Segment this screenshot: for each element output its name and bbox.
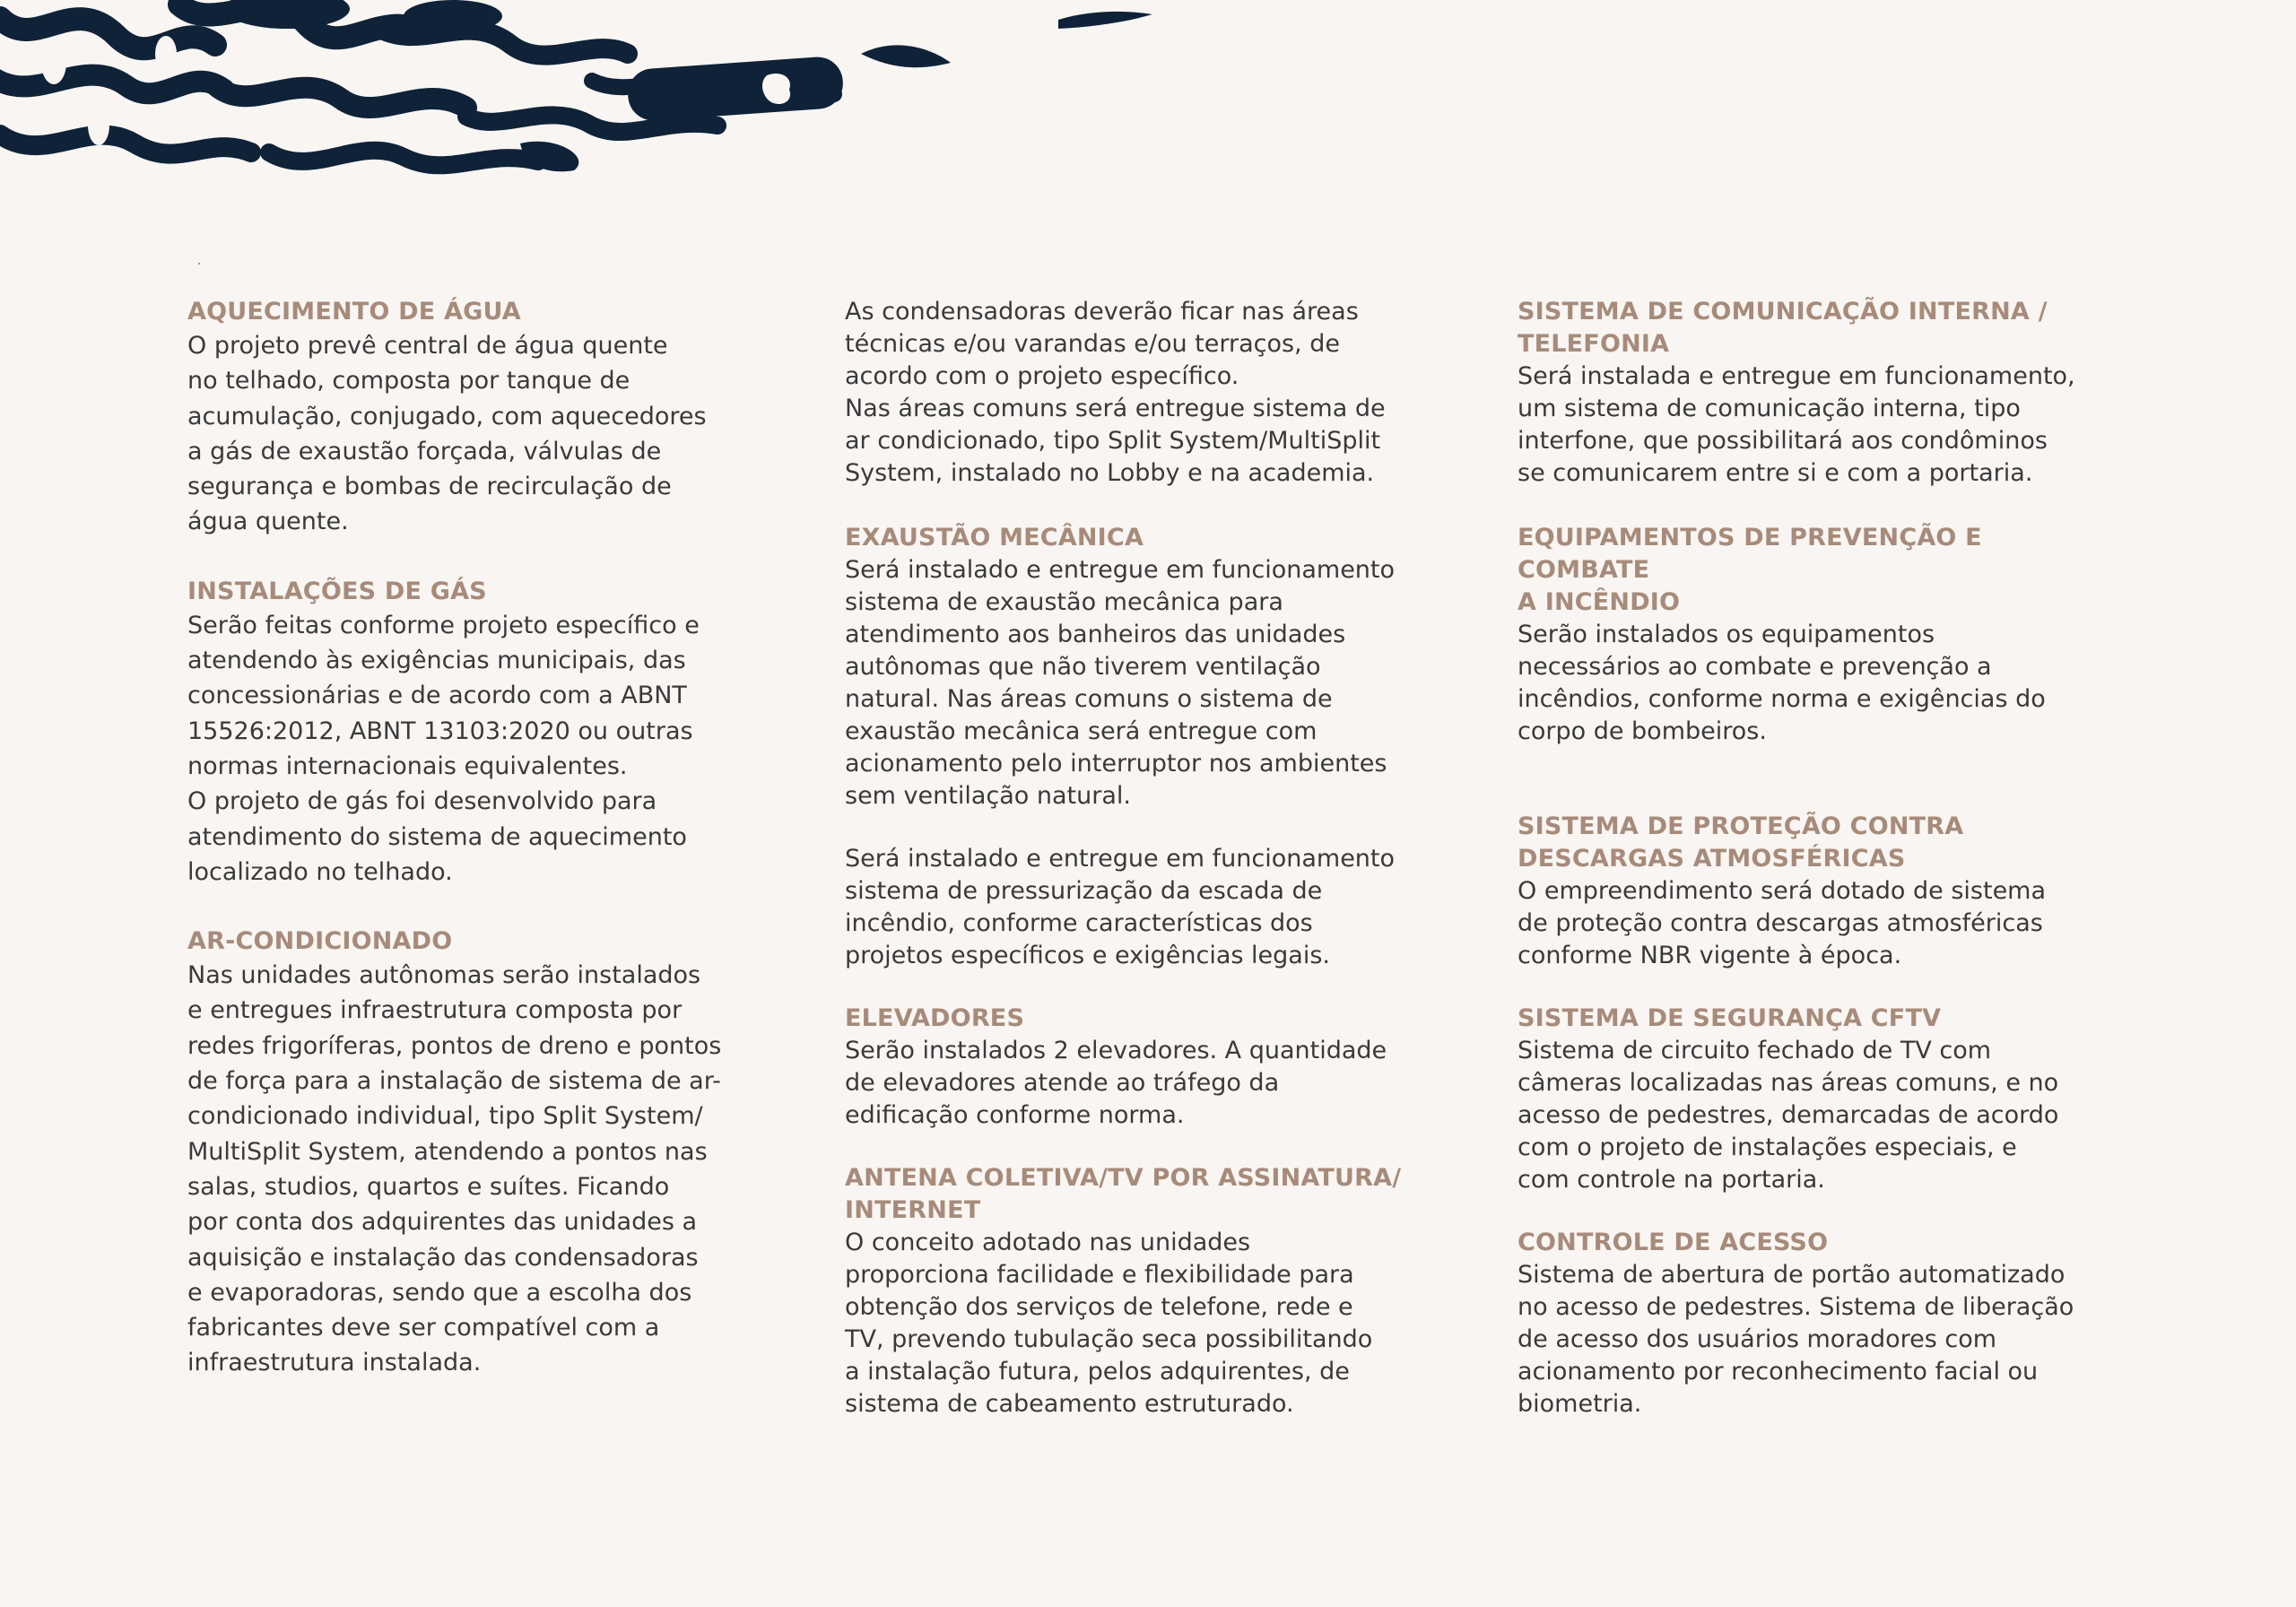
section-title: INSTALAÇÕES DE GÁS: [187, 577, 487, 605]
section-elevadores: [845, 1003, 1455, 1132]
column-middle: [845, 296, 1455, 1420]
section-title: SISTEMA DE COMUNICAÇÃO INTERNA / TELEFONIA: [1518, 298, 2048, 358]
section-descargas-atmosfericas: [1518, 811, 2118, 972]
section-ar-condicionado-continued: [845, 296, 1455, 490]
section-body: As condensadoras deverão ficar nas áreas técnicas e/ou varandas e/ou terraços, de acordo com o projeto específico. Nas áreas comuns será entregue sistema de ar condicionado, tipo Split System/MultiSplit System, instalado no Lobby e na academia.: [845, 298, 1386, 487]
column-right: [1518, 296, 2118, 1420]
section-body: Serão feitas conforme projeto específico e atendendo às exigências municipais, das concessionárias e de acordo com a ABNT 15526:2012, ABNT 13103:2020 ou outras normas internacionais equivalentes. O projeto de gás foi desenvolvido para atendimento do sistema de aquecimento localizado no telhado.: [187, 611, 700, 886]
column-left: [187, 296, 779, 1417]
section-title: EXAUSTÃO MECÂNICA: [845, 524, 1144, 552]
section-prevencao-incendio: [1518, 522, 2118, 748]
copacabana-wave-pattern: [0, 0, 1166, 188]
section-title: ANTENA COLETIVA/TV POR ASSINATURA/ INTERNET: [845, 1164, 1402, 1224]
section-body: Será instalado e entregue em funcionamento sistema de exaustão mecânica para atendimento aos banheiros das unidades autônomas que não tiverem ventilação natural. Nas áreas comuns o sistema de exaustão mecânica será entregue com acionamento pelo interruptor nos ambientes sem ventilação natural.: [845, 556, 1396, 810]
section-body: Será instalado e entregue em funcionamento sistema de pressurização da escada de incêndio, conforme características dos projetos específicos e exigências legais.: [845, 845, 1396, 969]
section-title: EQUIPAMENTOS DE PREVENÇÃO E COMBATE A INCÊNDIO: [1518, 524, 1982, 616]
section-body: Serão instalados os equipamentos necessários ao combate e prevenção a incêndios, conforme norma e exigências do corpo de bombeiros.: [1518, 621, 2046, 745]
section-antena-coletiva: [845, 1162, 1455, 1420]
section-title: SISTEMA DE PROTEÇÃO CONTRA DESCARGAS ATMOSFÉRICAS: [1518, 812, 1964, 873]
section-controle-de-acesso: [1518, 1227, 2118, 1420]
section-body: O empreendimento será dotado de sistema de proteção contra descargas atmosféricas conforme NBR vigente à época.: [1518, 877, 2047, 969]
section-body: Serão instalados 2 elevadores. A quantidade de elevadores atende ao tráfego da edificação conforme norma.: [845, 1037, 1387, 1129]
section-aquecimento-de-agua: [187, 296, 779, 540]
section-title: AQUECIMENTO DE ÁGUA: [187, 298, 521, 326]
section-comunicacao-interna: [1518, 296, 2118, 490]
section-exaustao-mecanica: [845, 522, 1455, 812]
section-body: Sistema de abertura de portão automatizado no acesso de pedestres. Sistema de liberação de acesso dos usuários moradores com acionamento por reconhecimento facial ou biometria.: [1518, 1261, 2074, 1418]
section-title: ELEVADORES: [845, 1004, 1025, 1032]
section-title: AR-CONDICIONADO: [187, 927, 453, 956]
decorative-dot: [198, 263, 200, 265]
section-body: O projeto prevê central de água quente no telhado, composta por tanque de acumulação, conjugado, com aquecedores a gás de exaustão forçada, válvulas de segurança e bombas de recirculação de água quente.: [187, 332, 707, 536]
section-body: Será instalada e entregue em funcionamento, um sistema de comunicação interna, tipo interfone, que possibilitará aos condôminos se comunicarem entre si e com a portaria.: [1518, 362, 2075, 487]
section-body: Nas unidades autônomas serão instalados e entregues infraestrutura composta por redes frigoríferas, pontos de dreno e pontos de força para a instalação de sistema de ar- condicionado individual, tipo Split System/ MultiSplit System, atendendo a pontos nas salas, studios, quartos e suítes. Ficando por conta dos adquirentes das unidades a aquisição e instalação das condensadoras e evaporadoras, sendo que a escolha dos fabricantes deve ser compatível com a infraestrutura instalada.: [187, 961, 722, 1377]
section-body: Sistema de circuito fechado de TV com câmeras localizadas nas áreas comuns, e no acesso de pedestres, demarcadas de acordo com o projeto de instalações especiais, e com controle na portaria.: [1518, 1037, 2059, 1194]
section-title: CONTROLE DE ACESSO: [1518, 1229, 1829, 1256]
section-seguranca-cftv: [1518, 1003, 2118, 1196]
section-pressurizacao: [845, 843, 1455, 972]
section-body: O conceito adotado nas unidades proporciona facilidade e flexibilidade para obtenção dos serviços de telefone, rede e TV, prevendo tubulação seca possibilitando a instalação futura, pelos adquirentes, de sistema de cabeamento estruturado.: [845, 1229, 1373, 1418]
section-instalacoes-de-gas: [187, 576, 779, 890]
section-ar-condicionado: [187, 925, 779, 1381]
section-title: SISTEMA DE SEGURANÇA CFTV: [1518, 1004, 1942, 1032]
